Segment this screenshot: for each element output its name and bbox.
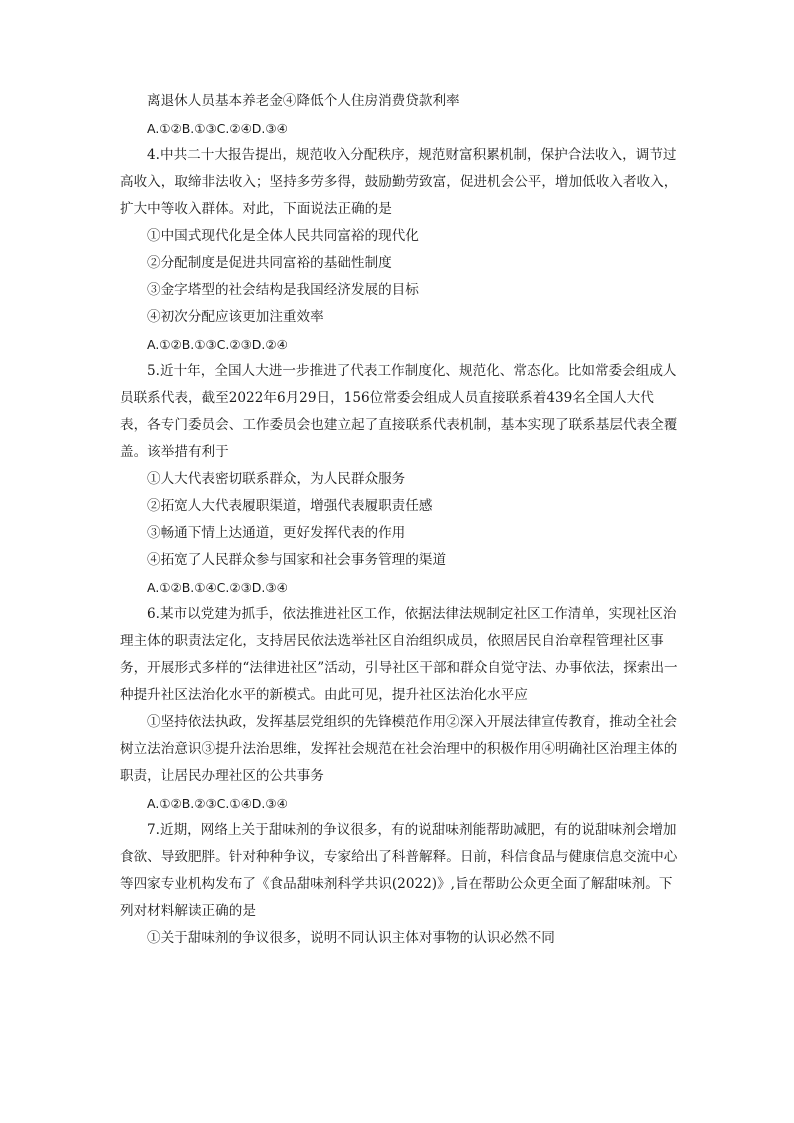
question-4-choices: A.①②B.①③C.②③D.②④	[147, 337, 288, 352]
question-6-options: ①坚持依法执政，发挥基层党组织的先锋模范作用②深入开展法律宣传教育，推动全社会树立法治意识③提升法治思维，发挥社会规范在社会治理中的积极作用④明确社区治理主体的职责，让居民办理社区的公共事务	[120, 714, 678, 784]
question-6-stem: 6.某市以党建为抓手，依法推进社区工作，依据法律法规制定社区工作清单，实现社区治理主体的职责法定化，支持居民依法选举社区自治组织成员，依照居民自治章程管理社区事务，开展形式多样的“法律进社区”活动，引导社区干部和群众自觉守法、办事依法，探索出一种提升社区法治化水平的新模式。由此可见，提升社区法治化水平应	[120, 606, 678, 703]
question-5-option: ②拓宽人大代表履职渠道，增强代表履职责任感	[147, 498, 433, 514]
answer-choices: A.①②B.①③C.②④D.③④	[147, 121, 288, 136]
question-5-stem: 5.近十年，全国人大进一步推进了代表工作制度化、规范化、常态化。比如常委会组成人员联系代表，截至2022年6月29日，156位常委会组成人员直接联系着439名全国人大代表，各专门委员会、工作委员会也建立起了直接联系代表机制，基本实现了联系基层代表全覆盖。该举措有利于	[120, 363, 678, 460]
question-7-stem: 7.近期，网络上关于甜味剂的争议很多，有的说甜味剂能帮助减肥，有的说甜味剂会增加食欲、导致肥胖。针对种种争议，专家给出了科普解释。日前，科信食品与健康信息交流中心等四家专业机构发布了《食品甜味剂科学共识(2022)》,旨在帮助公众更全面了解甜味剂。下列对材料解读正确的是	[120, 822, 678, 919]
question-4-option: ③金字塔型的社会结构是我国经济发展的目标	[147, 282, 419, 298]
question-5-option: ③畅通下情上达通道，更好发挥代表的作用	[147, 525, 406, 541]
question-6-choices: A.①②B.②③C.①④D.③④	[147, 796, 288, 811]
question-4-option: ②分配制度是促进共同富裕的基础性制度	[147, 255, 392, 271]
document-body	[120, 88, 680, 952]
text-line: 离退休人员基本养老金④降低个人住房消费贷款利率	[147, 93, 460, 109]
question-4-stem: 4.中共二十大报告提出，规范收入分配秩序，规范财富积累机制，保护合法收入，调节过高收入，取缔非法收入；坚持多劳多得，鼓励勤劳致富，促进机会公平，增加低收入者收入，扩大中等收入群体。对此，下面说法正确的是	[120, 147, 678, 217]
question-5-choices: A.①②B.①④C.②③D.③④	[147, 580, 288, 595]
question-4-option: ④初次分配应该更加注重效率	[147, 309, 324, 325]
question-4-option: ①中国式现代化是全体人民共同富裕的现代化	[147, 228, 419, 244]
question-7-option: ①关于甜味剂的争议很多，说明不同认识主体对事物的认识必然不同	[147, 930, 555, 946]
question-5-option: ①人大代表密切联系群众，为人民群众服务	[147, 471, 406, 487]
question-5-option: ④拓宽了人民群众参与国家和社会事务管理的渠道	[147, 552, 447, 568]
